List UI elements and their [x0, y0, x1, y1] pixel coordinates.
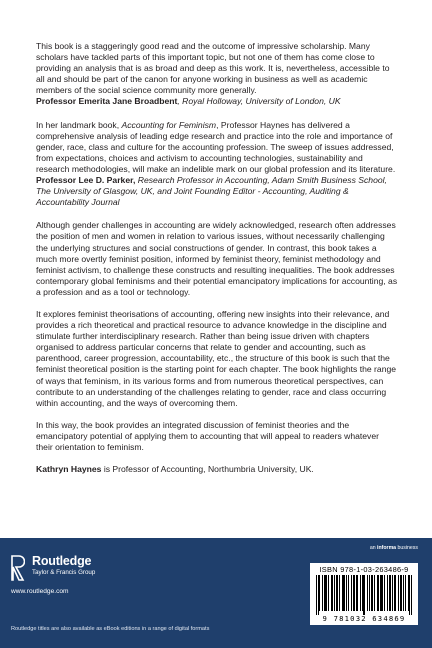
endorser-affiliation: Research Professor in Accounting, Adam Smith Business School, The University of Glasgow, UK, and Joint Founding Editor - Accounting, Auditing & Accountability Journal: [36, 175, 387, 208]
barcode-bar: [374, 575, 375, 611]
publisher-footer: [0, 538, 432, 648]
endorsement-attribution: [36, 96, 398, 107]
barcode-bar: [348, 575, 349, 611]
ebook-note: Routledge titles are also available as eBook editions in a range of digital formats: [11, 626, 210, 632]
barcode-bar: [387, 575, 388, 611]
barcode-bar: [344, 575, 345, 611]
barcode-bar: [328, 575, 329, 611]
barcode-digits: 9 781032 634869: [322, 614, 406, 623]
publisher-website[interactable]: www.routledge.com: [11, 588, 69, 595]
endorsement-quote: In her landmark book, Accounting for Feminism, Professor Haynes has delivered a comprehensive analysis of leading edge research and practice into the role and importance of gender, race, class and culture for the accounting profession. The sweep of issues addressed, from expectations, choices and activism to accounting technologies, sustainability and research methodologies, will make an indelible mark on our global profession and its literature.: [36, 119, 396, 174]
endorsement-2: [36, 120, 398, 209]
barcode-icon: [316, 575, 412, 615]
description-paragraph-1: Although gender challenges in accounting are widely acknowledged, research often addresses the position of men and women in relation to various issues, without necessarily challenging the underlying structures and social constructions of gender. In contrast, this book takes a much more overtly feminist position, informed by feminist theory, feminist methodology and feminist activism, to challenge these constructs and resulting inequalities. The book addresses contemporary global feminisms and their potential emancipatory implications for accounting, as a profession and as a tool or technology.: [36, 220, 398, 297]
barcode-bar: [401, 575, 402, 611]
endorser-affiliation: , Royal Holloway, University of London, UK: [177, 96, 341, 107]
barcode-bar: [343, 575, 344, 611]
barcode-bar: [326, 575, 327, 611]
barcode-bar: [362, 575, 363, 611]
barcode-bar: [351, 575, 352, 611]
barcode-bar: [354, 575, 355, 611]
barcode-bar: [334, 575, 335, 611]
author-name: Kathryn Haynes: [36, 464, 102, 475]
barcode-bar: [324, 575, 325, 611]
endorsement-attribution: [36, 175, 398, 208]
barcode-bar: [372, 575, 373, 611]
publisher-group: Taylor & Francis Group: [32, 569, 96, 576]
barcode-bar: [390, 575, 391, 611]
barcode-bar: [322, 575, 323, 611]
description-paragraph-3: In this way, the book provides an integrated discussion of feminist theories and the emancipatory potential of applying them to accounting that will appeal to readers whatever their orientation to feminism.: [36, 419, 379, 452]
barcode-bar: [339, 575, 340, 611]
informa-tagline: an informa business: [369, 545, 418, 551]
barcode-bar: [382, 575, 383, 611]
barcode-bar: [325, 575, 326, 611]
barcode-bar: [356, 575, 357, 611]
barcode-bar: [360, 575, 361, 611]
barcode-bar: [367, 575, 368, 611]
isbn-label: ISBN 978-1-03-263486-9: [319, 565, 409, 574]
barcode-bar: [384, 575, 385, 611]
barcode-bar: [369, 575, 370, 611]
barcode-bar: [392, 575, 393, 611]
barcode-bar: [403, 575, 404, 611]
barcode-bar: [394, 575, 395, 611]
barcode-bar: [357, 575, 358, 611]
barcode-bar: [408, 575, 409, 611]
description-paragraph-2: It explores feminist theorisations of accounting, offering new insights into their relevance, and provides a rich theoretical and practical resource to advance knowledge in the discipline and stimulate further interdisciplinary research. Rather than being issue driven with chapters organised to address particular concerns that relate to gender and accounting, such as parenthood, career progression, accountability, etc., the structure of this book is such that the feminist theoretical position is the starting point for each chapter. The book highlights the range of ways that feminism, in its various forms and from numerous theoretical perspectives, can contribute to an understanding of the challenges relating to gender, race and class occurring within accounting, and the ways of overcoming them.: [36, 308, 397, 408]
barcode-bar: [319, 575, 320, 611]
barcode-bar: [381, 575, 382, 611]
barcode-bar: [377, 575, 378, 611]
barcode-bar: [316, 575, 317, 615]
barcode-bar: [336, 575, 337, 611]
barcode-bar: [318, 575, 319, 615]
back-cover-text: [36, 41, 398, 486]
barcode-bar: [395, 575, 396, 611]
endorser-name: Professor Lee D. Parker,: [36, 175, 136, 186]
book-title: Accounting for Feminism: [121, 119, 217, 130]
barcode-bar: [331, 575, 332, 611]
endorsement-1: [36, 41, 398, 108]
barcode-bar: [342, 575, 343, 611]
endorsement-quote: This book is a staggeringly good read and the outcome of impressive scholarship. Many scholars have tackled parts of this important topic, but not one of them has come close to providing an analysis that is as broad and deep as this work. It is, nevertheless, accessible to all and should be part of the canon for anyone working in business as well as academic members of the social science community more generally.: [36, 41, 390, 96]
routledge-logo-icon: [11, 555, 25, 581]
barcode-bar: [398, 575, 399, 611]
author-bio: Kathryn Haynes is Professor of Accounting, Northumbria University, UK.: [36, 464, 314, 475]
isbn-barcode-box: [310, 563, 418, 625]
barcode-bar: [346, 575, 347, 611]
endorser-name: Professor Emerita Jane Broadbent: [36, 96, 178, 107]
barcode-bar: [363, 575, 364, 615]
barcode-bar: [405, 575, 406, 611]
barcode-bar: [337, 575, 338, 611]
barcode-bar: [411, 575, 412, 615]
barcode-bar: [353, 575, 354, 611]
barcode-bar: [380, 575, 381, 611]
barcode-bar: [378, 575, 379, 611]
publisher-name: Routledge: [32, 554, 92, 568]
barcode-bar: [389, 575, 390, 611]
barcode-bar: [332, 575, 333, 611]
barcode-bar: [371, 575, 372, 611]
barcode-bar: [409, 575, 410, 615]
barcode-bar: [364, 575, 365, 615]
barcode-bar: [400, 575, 401, 611]
